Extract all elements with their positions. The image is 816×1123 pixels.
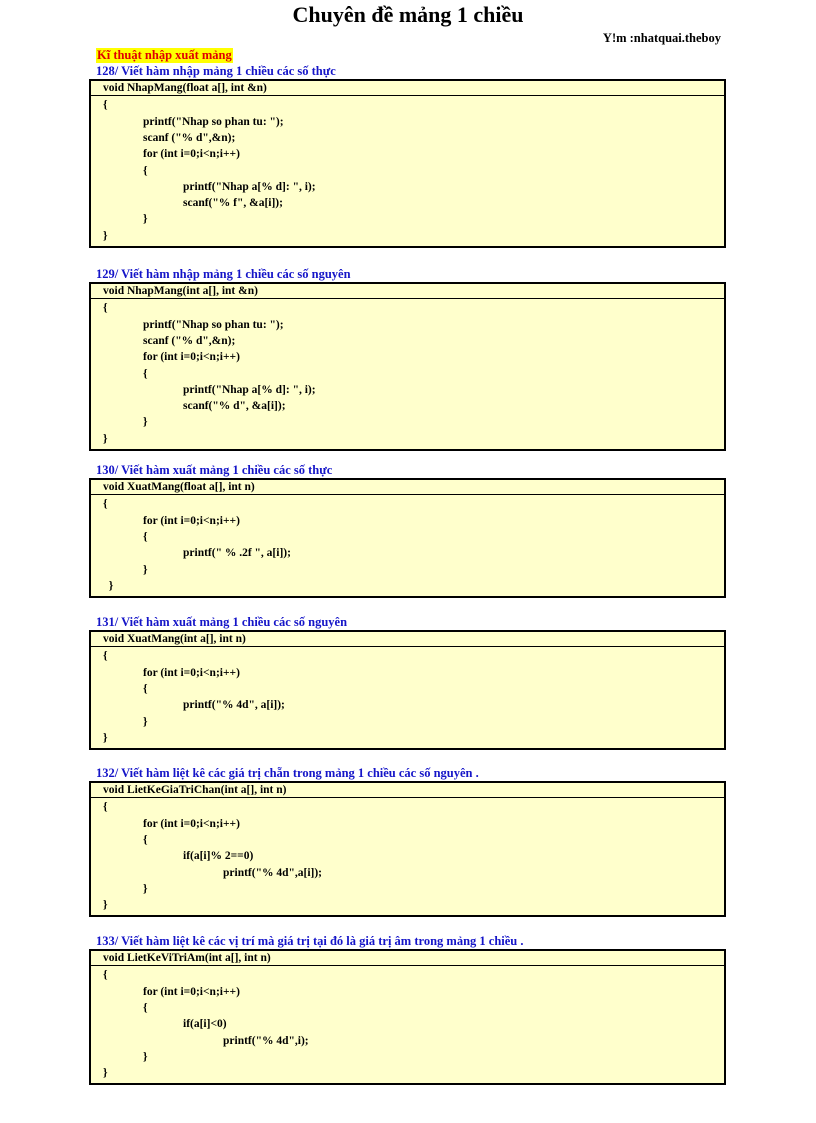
code-line: for (int i=0;i<n;i++) [143,667,240,679]
code-line: } [143,213,148,225]
author-contact: Y!m :nhatquai.theboy [602,31,721,45]
code-line: printf(" % .2f ", a[i]); [183,547,291,559]
code-line: } [103,732,108,744]
code-line: printf("% 4d",a[i]); [223,867,323,879]
section-heading: Kĩ thuật nhập xuất mảng [97,48,232,62]
code-line: printf("Nhap a[% d]: ", i); [183,384,316,396]
code-line: { [103,650,108,662]
code-line: { [143,368,148,380]
code-line: void LietKeGiaTriChan(int a[], int n) [103,784,287,796]
code-line: void XuatMang(int a[], int n) [103,633,246,645]
code-line: } [143,883,148,895]
code-line: printf("Nhap a[% d]: ", i); [183,181,316,193]
code-line: { [143,683,148,695]
page-title: Chuyên đề mảng 1 chiều [292,2,524,27]
code-line: printf("% 4d",i); [223,1035,309,1047]
code-line: { [103,302,108,314]
code-line: printf("Nhap so phan tu: "); [143,116,284,128]
code-line: } [103,899,108,911]
code-block [89,781,726,917]
code-line: { [103,99,108,111]
task-heading: 129/ Viết hàm nhập mảng 1 chiều các số nguyên [96,267,351,281]
code-line: { [103,498,108,510]
code-line: if(a[i]% 2==0) [183,850,254,862]
code-line: } [103,580,114,592]
code-line: } [103,230,108,242]
code-line: scanf ("% d",&n); [143,335,236,347]
code-line: { [103,969,108,981]
code-line: } [103,433,108,445]
task-heading: 130/ Viết hàm xuất mảng 1 chiều các số thực [96,463,333,477]
code-line: for (int i=0;i<n;i++) [143,351,240,363]
code-line: scanf("% f", &a[i]); [183,197,283,209]
code-block [89,630,726,750]
code-line: } [103,1067,108,1079]
task-heading: 131/ Viết hàm xuất mảng 1 chiều các số nguyên [96,615,348,629]
code-line: { [103,801,108,813]
code-line: void XuatMang(float a[], int n) [103,481,255,493]
code-line: printf("Nhap so phan tu: "); [143,319,284,331]
code-line: printf("% 4d", a[i]); [183,699,285,711]
code-line: { [143,165,148,177]
code-line: } [143,564,148,576]
task-heading: 133/ Viết hàm liệt kê các vị trí mà giá trị tại đó là giá trị âm trong mảng 1 chiều . [96,934,524,948]
code-line: scanf ("% d",&n); [143,132,236,144]
code-line: } [143,716,148,728]
code-line: for (int i=0;i<n;i++) [143,986,240,998]
code-line: for (int i=0;i<n;i++) [143,515,240,527]
code-line: void LietKeViTriAm(int a[], int n) [103,952,271,964]
code-line: { [143,1002,148,1014]
task-heading: 132/ Viết hàm liệt kê các giá trị chẵn trong mảng 1 chiều các số nguyên . [96,766,479,780]
code-line: } [143,416,148,428]
code-line: void NhapMang(int a[], int &n) [103,285,258,297]
code-line: if(a[i]<0) [183,1018,227,1030]
code-block [89,79,726,248]
code-line: void NhapMang(float a[], int &n) [103,82,267,94]
code-line: { [143,531,148,543]
code-block [89,478,726,598]
code-block [89,282,726,451]
code-line: } [143,1051,148,1063]
code-line: { [143,834,148,846]
task-heading: 128/ Viết hàm nhập mảng 1 chiều các số thực [96,64,336,78]
code-line: for (int i=0;i<n;i++) [143,148,240,160]
code-line: for (int i=0;i<n;i++) [143,818,240,830]
code-line: scanf("% d", &a[i]); [183,400,286,412]
code-block [89,949,726,1085]
